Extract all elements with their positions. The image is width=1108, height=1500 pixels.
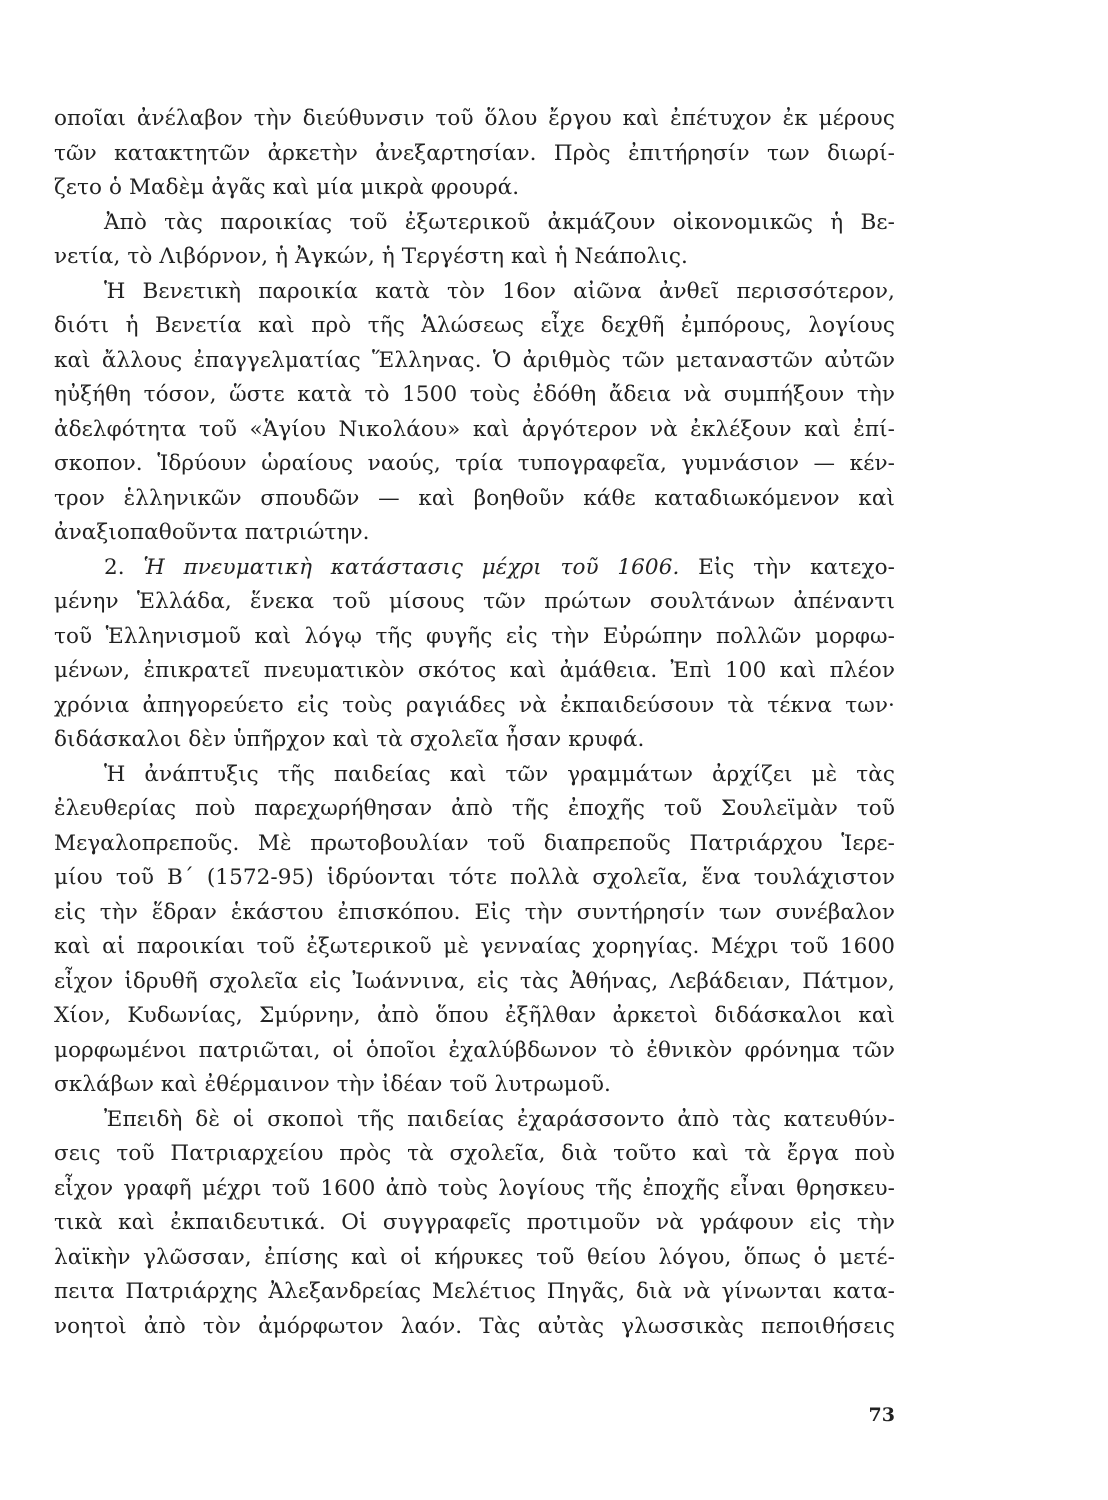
text-line: Ἡ Βενετικὴ παροικία κατὰ τὸν 16ον αἰῶνα ἀνθεῖ περισσότερον, <box>104 278 895 304</box>
text-line: οποῖαι ἀνέλαβον τὴν διεύθυνσιν τοῦ ὅλου ἔργου καὶ ἐπέτυχον ἐκ μέρους <box>54 106 895 131</box>
text-line: μένων, ἐπικρατεῖ πνευματικὸν σκότος καὶ ἀμάθεια. Ἐπὶ 100 καὶ πλέον <box>54 658 895 683</box>
text-line: λαϊκὴν γλῶσσαν, ἐπίσης καὶ οἱ κήρυκες τοῦ θείου λόγου, ὅπως ὁ μετέ- <box>54 1244 895 1270</box>
text-line: Ἡ ἀνάπτυξις τῆς παιδείας καὶ τῶν γραμμάτων ἀρχίζει μὲ τὰς <box>104 761 895 787</box>
text-line: ηὐξήθη τόσον, ὥστε κατὰ τὸ 1500 τοὺς ἐδόθη ἄδεια νὰ συμπήξουν τὴν <box>54 382 895 407</box>
text-line: καὶ ἄλλους ἐπαγγελματίας Ἕλληνας. Ὁ ἀριθμὸς τῶν μεταναστῶν αὐτῶν <box>54 347 895 373</box>
page-number: 73 <box>868 1404 895 1426</box>
text-line: ἀδελφότητα τοῦ «Ἁγίου Νικολάου» καὶ ἀργότερον νὰ ἐκλέξουν καὶ ἐπί- <box>54 416 895 442</box>
text-line: σεις τοῦ Πατριαρχείου πρὸς τὰ σχολεῖα, διὰ τοῦτο καὶ τὰ ἔργα ποὺ <box>54 1141 895 1166</box>
text-line: Μεγαλοπρεποῦς. Μὲ πρωτοβουλίαν τοῦ διαπρεποῦς Πατριάρχου Ἱερε- <box>54 830 895 856</box>
text-line: διδάσκαλοι δὲν ὑπῆρχον καὶ τὰ σχολεῖα ἦσαν κρυφά. <box>54 727 645 752</box>
text-line: μένην Ἑλλάδα, ἕνεκα τοῦ μίσους τῶν πρώτων σουλτάνων ἀπέναντι <box>54 589 895 614</box>
section-text: Εἰς τὴν κατεχο- <box>679 554 895 580</box>
text-line: διότι ἡ Βενετία καὶ πρὸ τῆς Ἁλώσεως εἶχε δεχθῆ ἐμπόρους, λογίους <box>54 313 895 338</box>
text-line: σκοπον. Ἱδρύουν ὡραίους ναούς, τρία τυπογραφεῖα, γυμνάσιον — κέν- <box>54 451 895 476</box>
text-line: ἀναξιοπαθοῦντα πατριώτην. <box>54 520 370 545</box>
text-line: νοητοὶ ἀπὸ τὸν ἀμόρφωτον λαόν. Τὰς αὐτὰς γλωσσικὰς πεποιθήσεις <box>54 1313 895 1339</box>
text-line: Ἀπὸ τὰς παροικίας τοῦ ἐξωτερικοῦ ἀκμάζουν οἰκονομικῶς ἡ Βε- <box>104 209 895 235</box>
text-line: Χίον, Κυδωνίας, Σμύρνην, ἀπὸ ὅπου ἐξῆλθαν ἀρκετοὶ διδάσκαλοι καὶ <box>54 1003 895 1028</box>
text-line: τῶν κατακτητῶν ἀρκετὴν ἀνεξαρτησίαν. Πρὸς ἐπιτήρησίν των διωρί- <box>54 140 895 166</box>
text-line: νετία, τὸ Λιβόρνον, ἡ Ἀγκών, ἡ Τεργέστη καὶ ἡ Νεάπολις. <box>54 244 688 269</box>
text-line: τοῦ Ἑλληνισμοῦ καὶ λόγῳ τῆς φυγῆς εἰς τὴν Εὐρώπην πολλῶν μορφω- <box>54 623 895 649</box>
text-line: πειτα Πατριάρχης Ἀλεξανδρείας Μελέτιος Πηγᾶς, διὰ νὰ γίνωνται κατα- <box>54 1279 895 1304</box>
page-body <box>54 102 895 1344</box>
text-line: καὶ αἱ παροικίαι τοῦ ἐξωτερικοῦ μὲ γενναίας χορηγίας. Μέχρι τοῦ 1600 <box>54 934 895 959</box>
text-line: μίου τοῦ Β΄ (1572-95) ἱδρύονται τότε πολλὰ σχολεῖα, ἕνα τουλάχιστον <box>54 865 895 890</box>
text-line: μορφωμένοι πατριῶται, οἱ ὁποῖοι ἐχαλύβδωνον τὸ ἐθνικὸν φρόνημα τῶν <box>54 1037 895 1063</box>
text-line: εἶχον ἱδρυθῆ σχολεῖα εἰς Ἰωάννινα, εἰς τὰς Ἀθήνας, Λεβάδειαν, Πάτμον, <box>54 968 895 994</box>
text-line: εἰς τὴν ἕδραν ἑκάστου ἐπισκόπου. Εἰς τὴν συντήρησίν των συνέβαλον <box>54 899 895 925</box>
text-line: χρόνια ἀπηγορεύετο εἰς τοὺς ραγιάδες νὰ ἐκπαιδεύσουν τὰ τέκνα των· <box>54 692 895 718</box>
text-line: Ἐπειδὴ δὲ οἱ σκοποὶ τῆς παιδείας ἐχαράσσοντο ἀπὸ τὰς κατευθύν- <box>104 1106 895 1132</box>
text-line: τρον ἑλληνικῶν σπουδῶν — καὶ βοηθοῦν κάθε καταδιωκόμενον καὶ <box>54 485 895 511</box>
section-title: Ἡ πνευματικὴ κατάστασις μέχρι τοῦ 1606. <box>143 554 680 580</box>
text-line: εἶχον γραφῆ μέχρι τοῦ 1600 ἀπὸ τοὺς λογίους τῆς ἐποχῆς εἶναι θρησκευ- <box>54 1175 895 1201</box>
text-line: σκλάβων καὶ ἐθέρμαινον τὴν ἰδέαν τοῦ λυτρωμοῦ. <box>54 1072 611 1097</box>
text-line: ἐλευθερίας ποὺ παρεχωρήθησαν ἀπὸ τῆς ἐποχῆς τοῦ Σουλεϊμὰν τοῦ <box>54 796 895 821</box>
text-line: τικὰ καὶ ἐκπαιδευτικά. Οἱ συγγραφεῖς προτιμοῦν νὰ γράφουν εἰς τὴν <box>54 1210 895 1235</box>
section-number: 2. <box>104 554 144 580</box>
section-heading-line <box>54 551 895 586</box>
text-line: ζετο ὁ Μαδὲμ ἀγᾶς καὶ μία μικρὰ φρουρά. <box>54 175 520 200</box>
